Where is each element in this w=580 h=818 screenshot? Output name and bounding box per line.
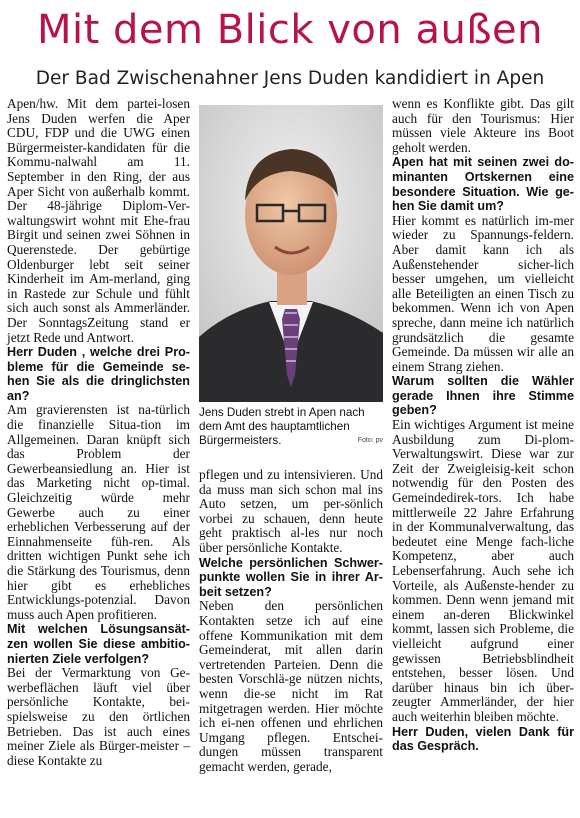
answer-2-start: Bei der Vermarktung von Ge-werbeflächen läuft viel über persönliche Kontakte, bei-spielsweise zu den örtlichen Betrieben. Das ist auch eines meiner Ziele als Bürger-meister – diese Kontakte zu xyxy=(7,665,190,768)
question-4: Apen hat mit seinen zwei do-minanten Ortskernen eine besondere Situation. Wie ge-hen Sie damit um? xyxy=(392,155,574,214)
answer-2-cont: pflegen und zu intensivieren. Und da muss man sich schon mal ins Auto setzen, um per-sönlich vorbei zu schauen, denn heute geht praktisch al-les nur noch über persönliche Kontakte. xyxy=(199,467,383,555)
photo-caption xyxy=(199,406,383,448)
photo-credit: Foto: pv xyxy=(357,437,383,444)
article-column-2 xyxy=(199,468,383,774)
closing-thanks: Herr Duden, vielen Dank für das Gespräch. xyxy=(392,724,574,754)
question-2: Mit welchen Lösungsansät-zen wollen Sie diese ambitio-nierten Ziele verfolgen? xyxy=(7,622,190,666)
answer-3-cont: wenn es Konflikte gibt. Das gilt auch für den Tourismus: Hier müssen viele Akteure ins Boot geholt werden. xyxy=(392,96,574,155)
article-subheadline: Der Bad Zwischenahner Jens Duden kandidiert in Apen xyxy=(35,68,545,89)
caption-text: Jens Duden strebt in Apen nach dem Amt des hauptamtlichen Bürgermeisters. xyxy=(199,406,365,447)
article-column-1 xyxy=(7,97,190,768)
answer-5: Ein wichtiges Argument ist meine Ausbildung zum Di-plom-Verwaltungswirt. Diese war zur Zeit der Zweigleisig-keit schon notwendig für den Posten des Gemeindedirek-tors. Ich habe mittlerweile 22 Jahre Erfahrung in der Kommunalverwaltung, das bedeutet eine Menge fach-liche Kompetenz, aber auch Lebenserfahrung. Auch sehe ich Vorteile, als Außenste-hender zu kommen. Denn wenn jemand mit einem an-deren Blickwinkel kommt, lassen sich Probleme, die vielleicht aufgrund einer gewissen Betriebsblindheit entstehen, besser lösen. Und darüber hinaus bin ich über-zeugter Ammerländer, der hier auch weiterhin bleiben möchte. xyxy=(392,417,574,724)
article-headline: Mit dem Blick von außen xyxy=(37,7,543,53)
answer-3: Neben den persönlichen Kontakten setze ich auf eine offene Kommunikation mit dem Gemeinderat, mit allen darin vertretenden Parteien. Denn die besten Vorschlä-ge nützen nichts, wenn die-se nicht im Rat mitgetragen werden. Hier möchte ich ei-nen offenen und ehrlichen Umgang pflegen. Entschei-dungen müssen transparent gemacht werden, gerade, xyxy=(199,598,383,774)
question-5: Warum sollten die Wähler gerade Ihnen ihre Stimme geben? xyxy=(392,374,574,418)
question-1: Herr Duden , welche drei Pro-bleme für die Gemeinde se-hen Sie als die dringlichsten an? xyxy=(7,345,190,403)
answer-1: Am gravierensten ist na-türlich die finanzielle Situa-tion im Allgemeinen. Daran knüpft sich das Problem der Gewerbeansiedlung an. Hier ist das Marketing nicht op-timal. Gleichzeitig würde mehr Gewerbe auch zu einer erheblichen Verbesserung auf der Einnahmenseite füh-ren. Als dritten wichtigen Punkt sehe ich die Stärkung des Tourismus, denn hier gibt es erhebliches Entwicklungs-potenzial. Davon muss auch Apen profitieren. xyxy=(7,402,190,622)
intro-paragraph: Apen/hw. Mit dem partei-losen Jens Duden werfen die Aper CDU, FDP und die UWG einen Bürgermeister-kandidaten für die Kommu-nalwahl am 11. September in den Ring, der aus Aper Sicht von außerhalb kommt. Der 48-jährige Diplom-Ver-waltungswirt wohnt mit Ehe-frau Birgit und seinen zwei Söhnen in Querenstede. Der gebürtige Oldenburger lebt seit seiner Kinderheit im Am-merland, ging in Rastede zur Schule und fühlt sich auch sonst als Ammerländer. Der SonntagsZeitung stand er jetzt Rede und Antwort. xyxy=(7,96,190,345)
question-3: Welche persönlichen Schwer-punkte wollen Sie in ihrer Ar-beit setzen? xyxy=(199,555,383,599)
article-column-3 xyxy=(392,97,574,754)
answer-4: Hier kommt es natürlich im-mer wieder zu Spannungs-feldern. Aber damit kann ich als Außenstehender sicher-lich besser umgehen, um vielleicht alle Beteiligten an einen Tisch zu bekommen. Wenn ich von Apen spreche, dann meine ich natürlich grundsätzlich die gesamte Gemeinde. Da müssen wir alle an einem Strang ziehen. xyxy=(392,212,574,374)
portrait-illustration xyxy=(199,105,383,402)
candidate-photo xyxy=(199,105,383,402)
